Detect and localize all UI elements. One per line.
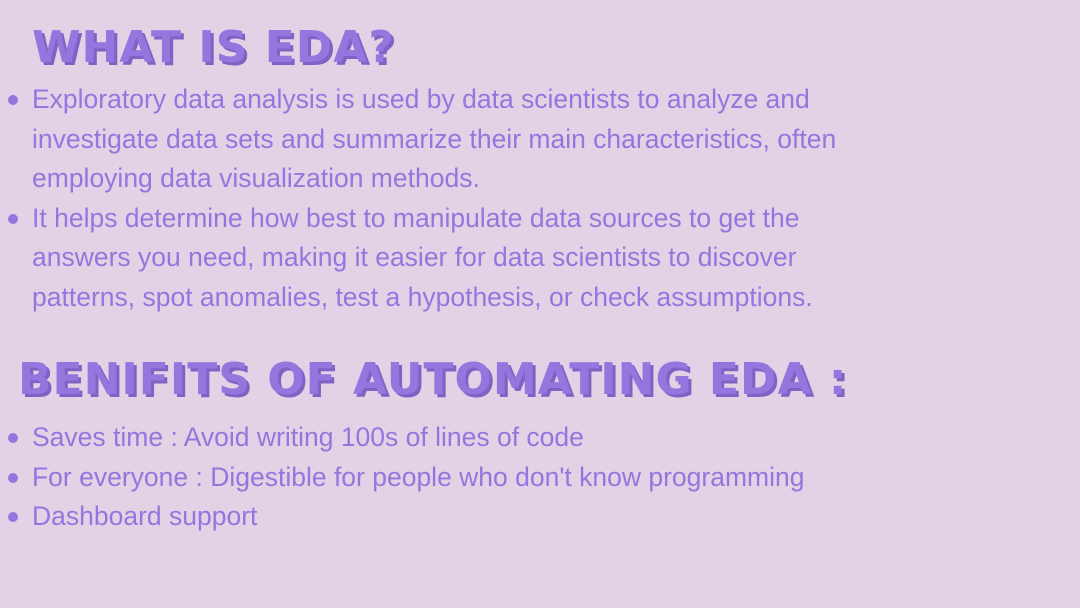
bullet-icon (8, 512, 18, 522)
list-item (0, 418, 1000, 458)
heading-benefits-of-automating-eda: BENIFITS OF AUTOMATING EDA : (18, 354, 848, 405)
bullet-icon (8, 433, 18, 443)
heading-what-is-eda: WHAT IS EDA? (32, 22, 395, 73)
bullet-text: Dashboard support (32, 501, 258, 531)
bullet-icon (8, 473, 18, 483)
list-item (0, 458, 1000, 498)
bullet-text: For everyone : Digestible for people who don't know programming (32, 461, 805, 492)
eda-bullet-list (0, 80, 1000, 317)
bullet-text: Saves time : Avoid writing 100s of lines of code (32, 422, 584, 452)
benefits-bullet-list (0, 418, 1000, 537)
list-item (0, 80, 922, 199)
bullet-text: It helps determine how best to manipulate data sources to get the answers you need, making it easier for data scientists to discover patterns, spot anomalies, test a hypothesis, or check assumptions. (32, 202, 813, 312)
list-item (0, 199, 902, 318)
bullet-text: Exploratory data analysis is used by data scientists to analyze and investigate data sets and summarize their main characteristics, often employing data visualization methods. (32, 84, 837, 193)
bullet-icon (8, 95, 18, 105)
list-item (0, 497, 1000, 537)
bullet-icon (8, 214, 18, 224)
